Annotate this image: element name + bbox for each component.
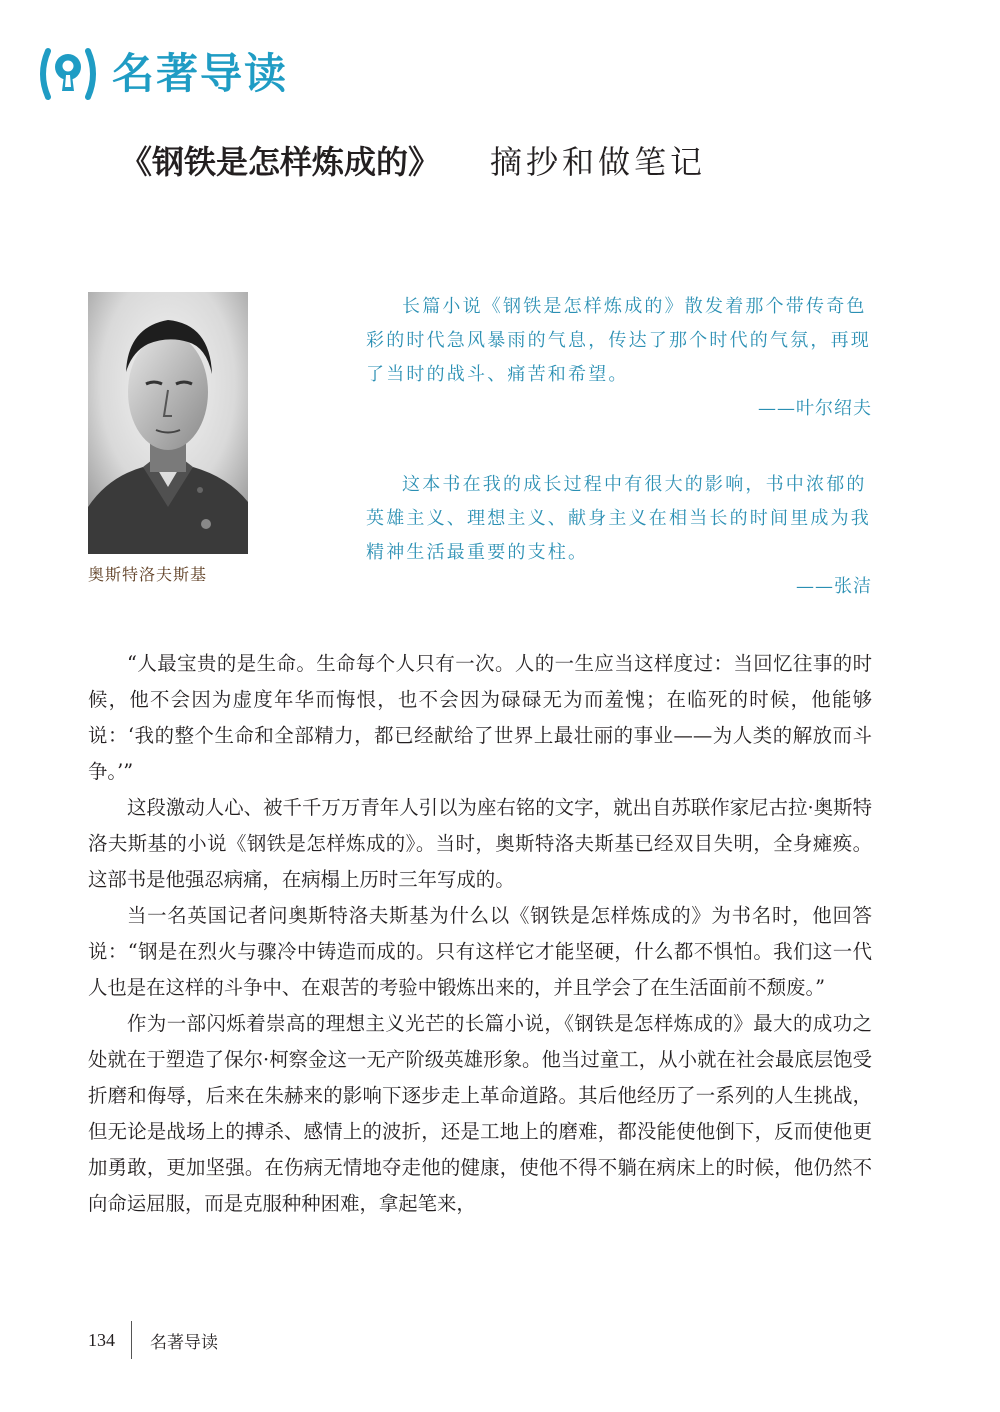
quote-source: ——张洁: [796, 576, 872, 597]
quote-text: 长篇小说《钢铁是怎样炼成的》散发着那个带传奇色彩的时代急风暴雨的气息，传达了那个时代的气氛，再现了当时的战斗、痛苦和希望。: [366, 296, 871, 385]
author-portrait: [88, 292, 248, 554]
page-title: [120, 140, 706, 184]
section-title: 名著导读: [112, 49, 289, 98]
page-footer: [88, 1320, 218, 1360]
quote-block: [366, 290, 872, 426]
page-number: 134: [88, 1329, 115, 1350]
book-title: 《钢铁是怎样炼成的》: [120, 143, 441, 181]
quote-block: [366, 468, 872, 604]
chapter-subtitle: 摘抄和做笔记: [490, 143, 707, 181]
paragraph: 这段激动人心、被千千万万青年人引以为座右铭的文字，就出自苏联作家尼古拉·奥斯特洛夫斯基的小说《钢铁是怎样炼成的》。当时，奥斯特洛夫斯基已经双目失明，全身瘫痪。这部书是他强忍病痛，在病榻上历时三年写成的。: [88, 796, 872, 891]
main-text: [88, 646, 872, 1222]
section-header: [36, 44, 288, 104]
portrait-caption: 奥斯特洛夫斯基: [88, 565, 208, 584]
quote-source: ——叶尔绍夫: [758, 398, 872, 419]
paragraph: “人最宝贵的是生命。生命每个人只有一次。人的一生应当这样度过：当回忆往事的时候，他不会因为虚度年华而悔恨，也不会因为碌碌无为而羞愧；在临死的时候，他能够说：‘我的整个生命和全部精力，都已经献给了世界上最壮丽的事业——为人类的解放而斗争。’”: [88, 652, 872, 783]
paragraph: 作为一部闪烁着崇高的理想主义光芒的长篇小说，《钢铁是怎样炼成的》最大的成功之处就在于塑造了保尔·柯察金这一无产阶级英雄形象。他当过童工，从小就在社会最底层饱受折磨和侮辱，后来在朱赫来的影响下逐步走上革命道路。其后他经历了一系列的人生挑战，但无论是战场上的搏杀、感情上的波折，还是工地上的磨难，都没能使他倒下，反而使他更加勇敢，更加坚强。在伤病无情地夺走他的健康，使他不得不躺在病床上的时候，他仍然不向命运屈服，而是克服种种困难，拿起笔来，: [88, 1012, 872, 1215]
footer-section-name: 名著导读: [150, 1332, 218, 1353]
keyhole-book-icon: [36, 45, 100, 103]
paragraph: 当一名英国记者问奥斯特洛夫斯基为什么以《钢铁是怎样炼成的》为书名时，他回答说：“钢是在烈火与骤冷中铸造而成的。只有这样它才能坚硬，什么都不惧怕。我们这一代人也是在这样的斗争中、在艰苦的考验中锻炼出来的，并且学会了在生活面前不颓废。”: [88, 904, 872, 999]
quote-text: 这本书在我的成长过程中有很大的影响，书中浓郁的英雄主义、理想主义、献身主义在相当长的时间里成为我精神生活最重要的支柱。: [366, 474, 871, 563]
footer-divider: [131, 1321, 132, 1359]
